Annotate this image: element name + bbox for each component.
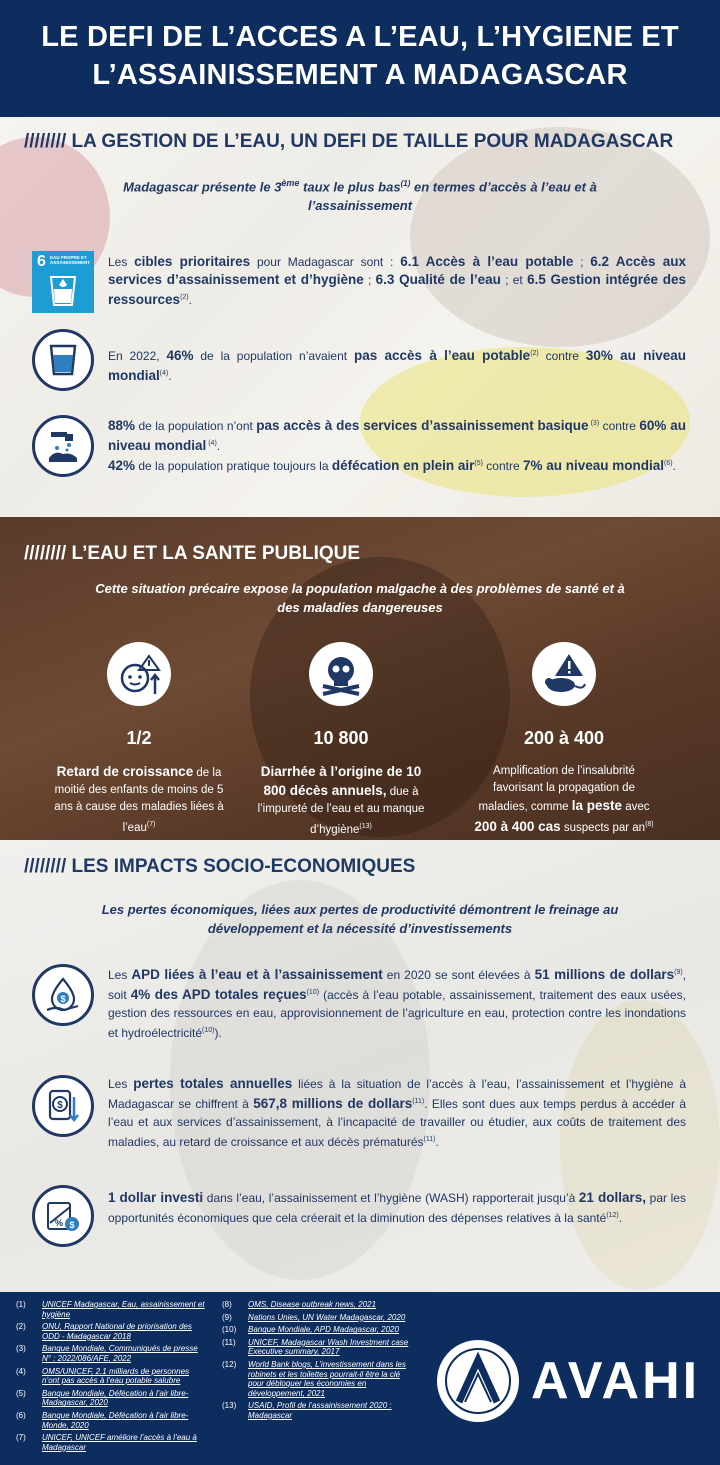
reference-link[interactable]: Banque Mondiale, Communiqués de presse N° : 2022/086/AFE, 2022 xyxy=(42,1344,198,1363)
section-title: //////// LES IMPACTS SOCIO-ECONOMIQUES xyxy=(24,856,416,877)
reference-item[interactable] xyxy=(16,1433,208,1452)
page-title: LE DEFI DE L’ACCES A L’EAU, L’HYGIENE ET L’ASSAINISSEMENT A MADAGASCAR xyxy=(41,21,679,91)
reference-link[interactable]: UNICEF, Madagascar Wash Investment case Executive summary, 2017 xyxy=(248,1337,409,1357)
sanitation-text: 88% de la population n’ont pas accès à des services d’assainissement basique $^{(3)}$ contre 60% au niveau mondial $^{(4)}$. 42% de la population pratique toujours la défécation en plein air$^{(5)}$ contre 7% au niveau mondial$^{(6)}$. xyxy=(108,418,687,473)
svg-text:$: $ xyxy=(69,1220,75,1230)
rat-warning-icon xyxy=(532,642,596,706)
drinking-water-row xyxy=(32,329,686,391)
section-water-management xyxy=(0,117,720,517)
investment-chart-icon xyxy=(32,1185,94,1247)
priority-targets-row xyxy=(32,251,686,313)
stat-description: Diarrhée à l’origine de 10 800 décès annuels, due à l’impureté de l’eau et au manque d’hygiène$^{(13)}$ xyxy=(257,764,425,836)
reference-number: (7) xyxy=(16,1433,26,1443)
reference-item[interactable] xyxy=(16,1344,208,1363)
reference-item[interactable] xyxy=(222,1360,418,1398)
reference-number: (2) xyxy=(16,1322,26,1332)
reference-link[interactable]: USAID, Profil de l’assainissement 2020 : Madagascar xyxy=(248,1401,392,1420)
investment-return-text: 1 dollar investi dans l’eau, l’assainissement et l’hygiène (WASH) rapporterait jusqu’à 21 dollars, par les opportunités économiques que cela créerait et la diminution des dépenses relatives à la santé$^{(12)}$. xyxy=(108,1190,686,1225)
reference-item[interactable] xyxy=(16,1322,208,1341)
references-right xyxy=(222,1300,418,1424)
losses-text: Les pertes totales annuelles liées à la situation de l’accès à l’eau, l’assainissement et l’hygiène à Madagascar se chiffrent à 567,8 millions de dollars$^{(11)}$. Elles sont dues aux temps perdus à accéder à l’eau et aux services d’assainissement, à l’incapacité de travailler ou étudier, aux coûts de traitement des maladies, au retard de croissance et aux décès prématurés$^{(11)}$. xyxy=(108,1076,687,1149)
stat-description: Retard de croissance de la moitié des enfants de moins de 5 ans à cause des maladies liées à l’eau$^{(7)}$ xyxy=(54,764,224,834)
references-left xyxy=(16,1300,208,1455)
sdg6-badge: 6 EAU PROPRE ET ASSAINISSEMENT xyxy=(32,251,94,313)
reference-link[interactable]: Banque Mondiale, Défécation à l’air libre- Monde, 2020 xyxy=(42,1410,189,1430)
avahi-logo xyxy=(437,1340,700,1422)
priority-targets-text: Les cibles prioritaires pour Madagascar sont : 6.1 Accès à l’eau potable ; 6.2 Accès aux services d’assainissement et d’hygiène ; 6.3 Qualité de l’eau ; et 6.5 Gestion intégrée des ressources$^{(2)}$. xyxy=(108,254,686,307)
reference-number: (12) xyxy=(222,1359,237,1369)
section-intro: Les pertes économiques, liées aux pertes de productivité démontrent le freinage au développement et la nécessité d’investissements xyxy=(101,902,619,936)
drinking-water-text: En 2022, 46% de la population n’avaient pas accès à l’eau potable$^{(2)}$ contre 30% au niveau mondial$^{(4)}$. xyxy=(108,348,686,383)
section-title: //////// LA GESTION DE L’EAU, UN DEFI DE TAILLE POUR MADAGASCAR xyxy=(24,131,674,152)
reference-item[interactable] xyxy=(16,1300,208,1319)
water-glass-icon xyxy=(32,329,94,391)
svg-text:%: % xyxy=(55,1218,64,1228)
reference-link[interactable]: Banque Mondiale, APD Madagascar, 2020 xyxy=(248,1325,399,1335)
reference-item[interactable] xyxy=(222,1313,418,1323)
stat-value: 200 à 400 xyxy=(523,728,605,748)
aid-text: Les APD liées à l’eau et à l’assainissement en 2020 se sont élevées à 51 millions de dollars$^{(9)}$, soit 4% des APD totales reçues$^{(10)}$ (accès à l’eau potable, assainissement, traitement des eaux usées, gestion des ressources en eau, approvisionnement de l’agriculture en eau, protection contre les inondations et hydroélectricité$^{(10)}$). xyxy=(108,967,687,1040)
aid-row xyxy=(32,964,686,1042)
reference-item[interactable] xyxy=(222,1401,418,1420)
reference-item[interactable] xyxy=(16,1367,208,1386)
reference-number: (5) xyxy=(16,1388,26,1398)
reference-item[interactable] xyxy=(222,1338,418,1357)
reference-number: (9) xyxy=(222,1312,232,1322)
section-intro: Madagascar présente le 3ème taux le plus bas$^{(1)}$ en termes d’accès à l’eau et à l’assainissement xyxy=(123,178,597,214)
section-public-health xyxy=(0,517,720,840)
reference-number: (1) xyxy=(16,1300,26,1309)
reference-link[interactable]: Nations Unies, UN Water Madagascar, 2020 xyxy=(248,1312,406,1322)
svg-text:$: $ xyxy=(57,1100,63,1111)
losses-row xyxy=(32,1075,686,1151)
reference-link[interactable]: OMS, Disease outbreak news, 2021 xyxy=(248,1300,377,1309)
page-header xyxy=(0,0,720,117)
reference-item[interactable] xyxy=(16,1411,208,1430)
reference-link[interactable]: UNICEF, UNICEF améliore l’accès à l’eau à Madagascar xyxy=(42,1433,197,1452)
logo-wordmark: AVAHI xyxy=(531,1352,701,1410)
water-glass-icon xyxy=(48,273,78,307)
handwashing-tap-icon xyxy=(32,415,94,477)
reference-link[interactable]: ONU, Rapport National de priorisation des ODD - Madagascar 2018 xyxy=(42,1322,192,1341)
skull-crossbones-icon xyxy=(309,642,373,706)
footer-references xyxy=(0,1292,720,1465)
reference-link[interactable]: OMS/UNICEF, 2,1 milliards de personnes n’ont pas accès à l’eau potable salubre xyxy=(42,1366,190,1386)
stat-growth-delay xyxy=(49,642,229,837)
stat-diarrhea-deaths xyxy=(251,642,431,839)
reference-number: (4) xyxy=(16,1366,26,1376)
money-loss-icon xyxy=(32,1075,94,1137)
avahi-logo-mark xyxy=(437,1340,519,1422)
reference-link[interactable]: UNICEF Madagascar, Eau, assainissement et hygiène xyxy=(42,1300,205,1319)
stat-value: 10 800 xyxy=(313,728,369,748)
sanitation-row xyxy=(32,415,686,477)
section-title: //////// L’EAU ET LA SANTE PUBLIQUE xyxy=(24,543,361,564)
reference-link[interactable]: World Bank blogs, L’investissement dans les robinets et les toilettes pourrait-il être la clé pour débloquer les économies en développement, 2021 xyxy=(248,1359,406,1398)
stat-plague-cases xyxy=(474,642,654,837)
reference-item[interactable] xyxy=(222,1300,418,1310)
reference-number: (10) xyxy=(222,1325,237,1335)
stat-value: 1/2 xyxy=(126,728,152,748)
reference-number: (13) xyxy=(222,1401,237,1411)
stat-description: Amplification de l’insalubrité favorisant la propagation de maladies, comme la peste avec 200 à 400 cas suspects par $an^{(8)}$ xyxy=(474,765,654,834)
investment-return-row xyxy=(32,1185,686,1247)
section-intro: Cette situation précaire expose la population malgache à des problèmes de santé et à des maladies dangereuses xyxy=(95,581,625,615)
water-drop-money-icon xyxy=(32,964,94,1026)
reference-link[interactable]: Banque Mondiale, Défécation à l’air libre- Madagascar, 2020 xyxy=(42,1388,189,1408)
svg-text:$: $ xyxy=(60,994,66,1004)
section-socio-economic xyxy=(0,840,720,1292)
reference-number: (8) xyxy=(222,1300,232,1309)
child-growth-icon xyxy=(107,642,171,706)
reference-number: (11) xyxy=(222,1337,236,1347)
reference-number: (6) xyxy=(16,1410,26,1420)
reference-item[interactable] xyxy=(16,1389,208,1408)
reference-number: (3) xyxy=(16,1344,26,1354)
reference-item[interactable] xyxy=(222,1325,418,1335)
